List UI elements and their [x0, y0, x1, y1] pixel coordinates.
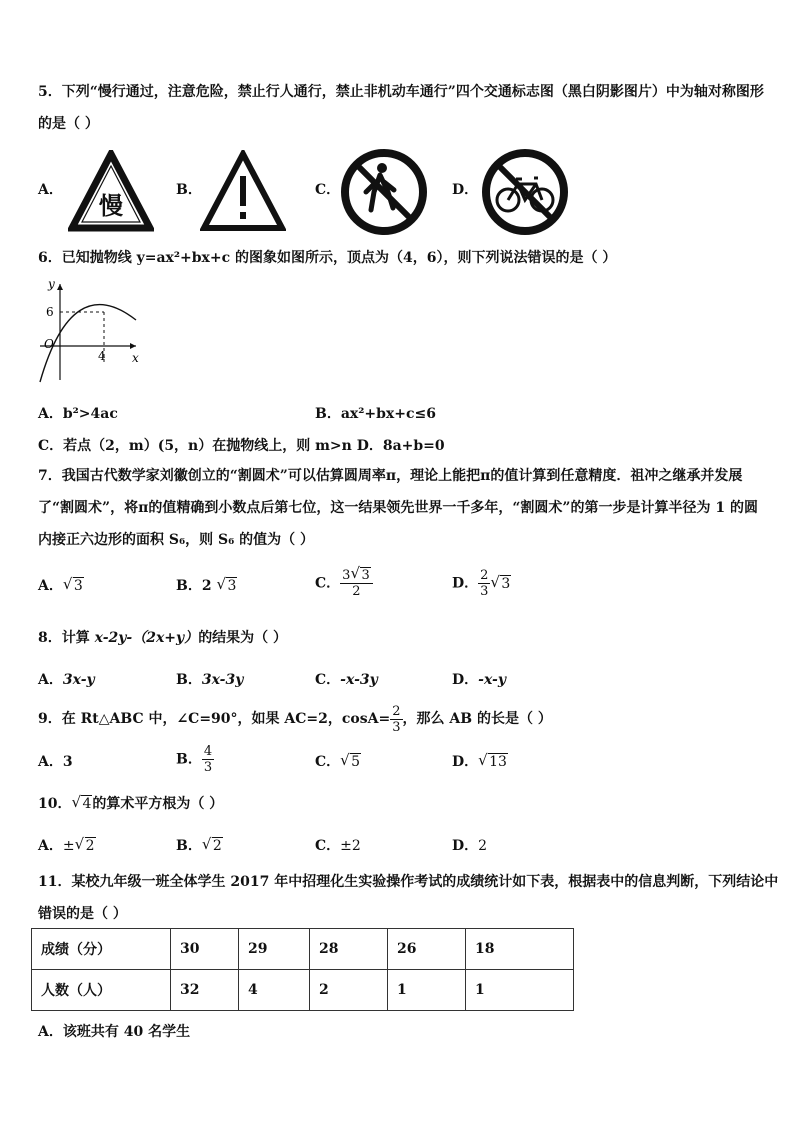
q8-d-value: -x-y: [478, 672, 506, 688]
q10-a-plusminus: ±: [62, 838, 75, 854]
q8-c-label: C．: [315, 672, 341, 688]
slow-sign-text: 慢: [99, 192, 123, 220]
q10-b-label: B．: [176, 838, 202, 854]
q10-c-label: C．: [315, 838, 341, 854]
q8-b-value: 3x-3y: [201, 672, 244, 688]
q7-c-fraction: 3 √ 3 2: [340, 568, 373, 599]
q8-a-label: A．: [38, 672, 63, 688]
q8-d-label: D．: [452, 672, 479, 688]
table-cell: 1: [388, 970, 466, 1011]
q8-option-c: [315, 670, 378, 690]
q10-option-d: [452, 836, 487, 856]
q7-d-label: D．: [452, 575, 479, 592]
q8-b-label: B．: [176, 672, 202, 688]
q9-stem: [38, 702, 552, 736]
q7-stem-line3: 内接正六边形的面积 S₆，则 S₆ 的值为（ ）: [38, 532, 314, 548]
q10-stem: [38, 794, 223, 814]
no-bicycle-sign-icon: [478, 148, 572, 236]
q11-option-a: A．该班共有 40 名学生: [38, 1024, 191, 1040]
q5-stem-line1: 5．下列“慢行通过，注意危险，禁止行人通行，禁止非机动车通行”四个交通标志图（黑白阴影图片）中为轴对称图形: [38, 84, 764, 100]
parabola-graph: [32, 276, 146, 386]
table-cell: 28: [310, 929, 388, 970]
q7-option-b: [176, 576, 237, 596]
q10-d-value: 2: [478, 838, 488, 854]
q9-cos-fraction: [390, 704, 402, 735]
q7-a-label: A．: [38, 578, 63, 594]
no-pedestrian-sign-icon: [338, 148, 430, 236]
q9-b-fraction: [202, 744, 214, 775]
q8-option-d: [452, 670, 506, 690]
table-cell: 18: [466, 929, 574, 970]
q7-c-num-radicand: 3: [361, 568, 370, 583]
q10-a-label: A．: [38, 838, 63, 854]
table-cell: 1: [466, 970, 574, 1011]
q9-d-label: D．: [452, 754, 479, 770]
graph-x-tick: 4: [98, 349, 106, 363]
q9-stem-post: ，那么 AB 的长是（ ）: [402, 711, 552, 727]
q10-b-sqrt: √ 2: [201, 835, 222, 854]
table-cell: 29: [239, 929, 310, 970]
q9-d-radicand: 13: [489, 754, 507, 770]
q9-cos-numerator: 2: [392, 703, 401, 719]
q8-stem-post: 的结果为（ ）: [198, 630, 288, 646]
q10-a-radicand: 2: [85, 838, 95, 854]
q9-b-label: B．: [176, 751, 202, 768]
q7-option-c: [315, 564, 373, 599]
q7-a-radicand: 3: [73, 578, 83, 594]
q7-d-fraction: [478, 568, 490, 599]
q10-c-value: ±2: [340, 838, 361, 854]
q7-d-denominator: 3: [480, 584, 489, 599]
q11-stem-line1: 11．某校九年级一班全体学生 2017 年中招理化生实验操作考试的成绩统计如下表，根据表中的信息判断，下列结论中: [38, 874, 779, 890]
q10-stem-radicand: 4: [82, 796, 92, 812]
q9-option-a: [38, 752, 73, 772]
graph-origin-label: O: [44, 337, 54, 351]
q8-stem-pre: 8．计算: [38, 630, 95, 646]
score-table: [31, 928, 574, 1011]
q11-stem-line2: 错误的是（ ）: [38, 906, 127, 922]
q10-stem-post: 的算术平方根为（ ）: [92, 796, 224, 812]
q5-option-d-label: D．: [452, 182, 479, 198]
q9-cos-denominator: 3: [392, 719, 401, 735]
q7-b-radicand: 3: [227, 578, 237, 594]
table-cell: 4: [239, 970, 310, 1011]
q9-b-denominator: 3: [203, 760, 213, 775]
q10-stem-sqrt: √ 4: [71, 793, 92, 812]
table-cell: 26: [388, 929, 466, 970]
q7-option-a: [38, 576, 84, 596]
q9-option-d: [452, 752, 508, 772]
q9-c-radicand: 5: [351, 754, 361, 770]
q5-stem-line2: 的是（ ）: [38, 116, 99, 132]
q9-a-label: A．: [38, 754, 63, 770]
q9-c-sqrt: √ 5: [340, 751, 361, 770]
q9-d-sqrt: √ 13: [478, 751, 507, 770]
q5-option-c-label: C．: [315, 182, 341, 198]
q7-d-numerator: 2: [480, 568, 489, 583]
q7-c-denominator: 2: [352, 584, 361, 599]
q8-c-value: -x-3y: [340, 672, 378, 688]
table-cell: 成绩（分）: [32, 929, 171, 970]
q6-option-cd: C．若点（2，m）(5，n）在抛物线上，则 m>n D．8a+b=0: [38, 438, 445, 454]
q10-d-label: D．: [452, 838, 479, 854]
q7-c-num-coef: 3: [342, 568, 351, 583]
q7-stem-line2: 了“割圆术”，将π的值精确到小数点后第七位，这一结果领先世界一千多年，“割圆术”的第一步是计算半径为 1 的圆: [38, 500, 758, 516]
q10-option-b: [176, 836, 223, 856]
table-cell: 人数（人）: [32, 970, 171, 1011]
q10-stem-pre: 10．: [38, 796, 72, 812]
q9-c-label: C．: [315, 754, 341, 770]
table-cell: 32: [171, 970, 239, 1011]
q6-option-a: A．b²>4ac: [38, 406, 118, 422]
table-row: [32, 929, 574, 970]
q10-a-sqrt: √ 2: [74, 835, 95, 854]
table-cell: 30: [171, 929, 239, 970]
q8-a-value: 3x-y: [62, 672, 95, 688]
q8-stem: [38, 628, 287, 648]
q7-d-sqrt: √ 3: [490, 572, 511, 592]
q8-option-a: [38, 670, 95, 690]
q7-stem-line1: 7．我国古代数学家刘徽创立的“割圆术”可以估算圆周率π，理论上能把π的值计算到任意精度．祖冲之继承并发展: [38, 468, 743, 484]
slow-sign-icon: [68, 150, 154, 232]
q7-b-label: B．2: [176, 578, 212, 594]
q7-c-label: C．: [315, 575, 341, 592]
q9-option-b: [176, 744, 214, 775]
q9-a-value: 3: [62, 754, 73, 770]
q10-option-c: [315, 836, 361, 856]
q10-option-a: [38, 836, 96, 856]
q7-d-radicand: 3: [501, 575, 511, 592]
graph-x-label: x: [132, 351, 139, 365]
q8-option-b: [176, 670, 243, 690]
q5-option-a-label: A．: [38, 182, 63, 198]
q8-stem-expr: x-2y-（2x+y）: [94, 630, 199, 646]
table-row: [32, 970, 574, 1011]
q9-b-numerator: 4: [203, 744, 213, 759]
q9-option-c: [315, 752, 361, 772]
q6-stem: 6．已知抛物线 y=ax²+bx+c 的图象如图所示，顶点为（4，6），则下列说法错误的是（ ）: [38, 250, 617, 266]
table-cell: 2: [310, 970, 388, 1011]
q10-b-radicand: 2: [212, 838, 222, 854]
q6-option-b: B．ax²+bx+c≤6: [315, 406, 436, 422]
q7-a-sqrt: √ 3: [62, 575, 83, 594]
q7-b-sqrt: √ 3: [216, 575, 237, 594]
graph-y-tick: 6: [46, 305, 54, 319]
caution-sign-icon: [200, 150, 286, 232]
q5-option-b-label: B．: [176, 182, 202, 198]
graph-y-label: y: [48, 277, 55, 291]
q7-option-d: [452, 568, 511, 599]
q9-stem-pre: 9．在 Rt△ABC 中，∠C=90°，如果 AC=2，cosA=: [38, 711, 391, 727]
